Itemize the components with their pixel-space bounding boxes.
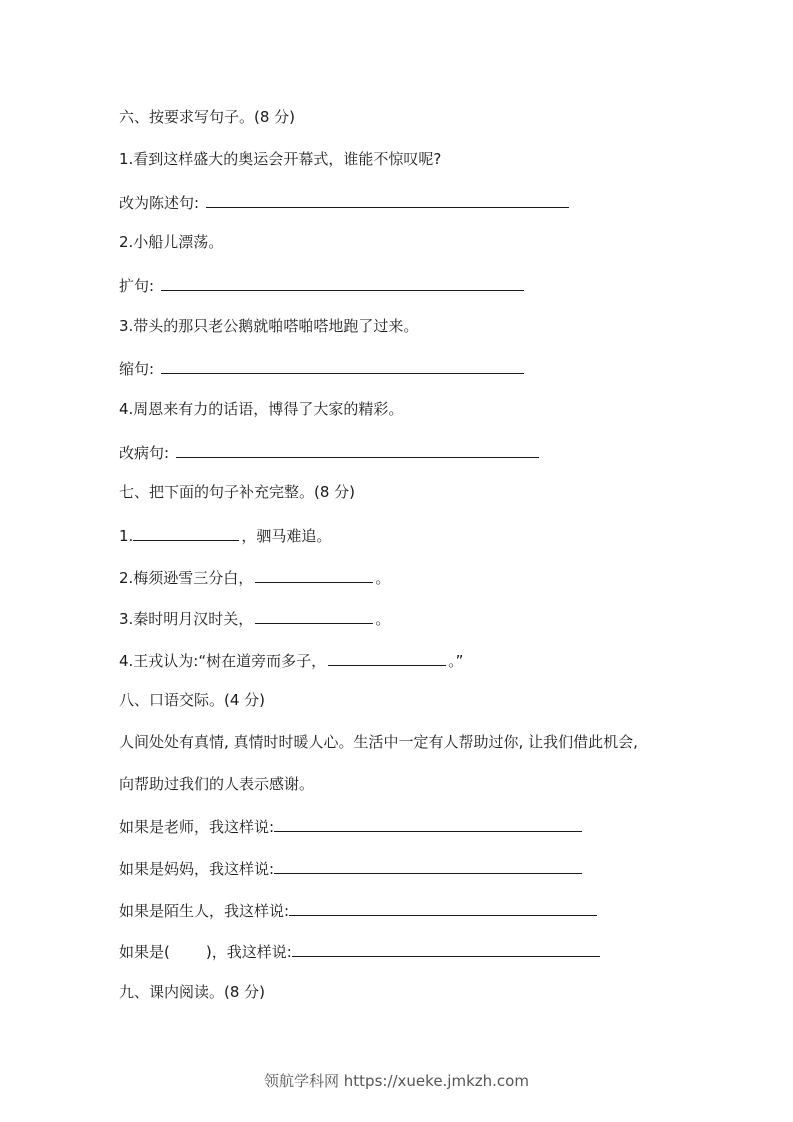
answer-line-six-3: [119, 357, 526, 379]
question-six-4: 4.周恩来有力的话语，博得了大家的精彩。: [119, 400, 404, 418]
question-seven-1: [119, 524, 331, 546]
section-nine-heading: 九、课内阅读。(8 分): [119, 983, 266, 1001]
speech-line-custom: [119, 940, 602, 962]
answer-blank[interactable]: [328, 649, 446, 666]
answer-blank[interactable]: [292, 940, 600, 957]
question-text: 4.王戎认为:“树在道旁而多子，: [119, 652, 327, 670]
question-six-3: 3.带头的那只老公鹅就啪嗒啪嗒地跑了过来。: [119, 317, 419, 335]
speech-prompt: )，我这样说:: [205, 943, 292, 961]
answer-blank[interactable]: [255, 566, 373, 583]
answer-line-six-2: [119, 274, 526, 296]
question-text: 2.梅须逊雪三分白，: [119, 569, 254, 587]
section-seven-heading: 七、把下面的句子补充完整。(8 分): [119, 483, 356, 501]
question-seven-4: [119, 649, 463, 671]
answer-prompt: 扩句:: [119, 277, 155, 295]
speech-line-teacher: [119, 815, 584, 837]
section-eight-paragraph-1: 人间处处有真情, 真情时时暖人心。生活中一定有人帮助过你, 让我们借此机会,: [119, 733, 638, 751]
question-text: 。: [375, 610, 391, 628]
answer-prompt: 改病句:: [119, 444, 170, 462]
answer-prompt: 缩句:: [119, 360, 155, 378]
speech-prompt: 如果是老师，我这样说:: [119, 818, 275, 836]
answer-blank[interactable]: [176, 441, 539, 458]
question-seven-3: [119, 607, 390, 629]
speech-prompt: 如果是妈妈，我这样说:: [119, 860, 275, 878]
answer-blank[interactable]: [161, 357, 524, 374]
answer-prompt: 改为陈述句:: [119, 194, 200, 212]
question-text: ，驷马难追。: [241, 527, 332, 545]
answer-line-six-1: [119, 191, 571, 213]
question-text: 。: [375, 569, 391, 587]
speech-prompt: 如果是陌生人，我这样说:: [119, 902, 290, 920]
answer-blank[interactable]: [206, 191, 569, 208]
answer-blank[interactable]: [133, 524, 239, 541]
section-six-heading: 六、按要求写句子。(8 分): [119, 108, 296, 126]
speech-line-mother: [119, 857, 584, 879]
answer-blank[interactable]: [289, 899, 597, 916]
question-six-1: 1.看到这样盛大的奥运会开幕式，谁能不惊叹呢?: [119, 150, 442, 168]
question-six-2: 2.小船儿漂荡。: [119, 233, 224, 251]
question-text: 。”: [448, 652, 464, 670]
answer-blank[interactable]: [161, 274, 524, 291]
speech-line-stranger: [119, 899, 599, 921]
speech-prompt: 如果是(: [119, 943, 170, 961]
section-eight-heading: 八、口语交际。(4 分): [119, 691, 266, 709]
question-seven-2: [119, 566, 390, 588]
question-text: 1.: [119, 527, 134, 545]
section-eight-paragraph-2: 向帮助过我们的人表示感谢。: [119, 775, 315, 793]
answer-blank[interactable]: [274, 857, 582, 874]
answer-blank[interactable]: [255, 607, 373, 624]
answer-blank[interactable]: [274, 815, 582, 832]
footer-watermark: 领航学科网 https://xueke.jmkzh.com: [264, 1072, 529, 1090]
answer-line-six-4: [119, 441, 541, 463]
question-text: 3.秦时明月汉时关，: [119, 610, 254, 628]
